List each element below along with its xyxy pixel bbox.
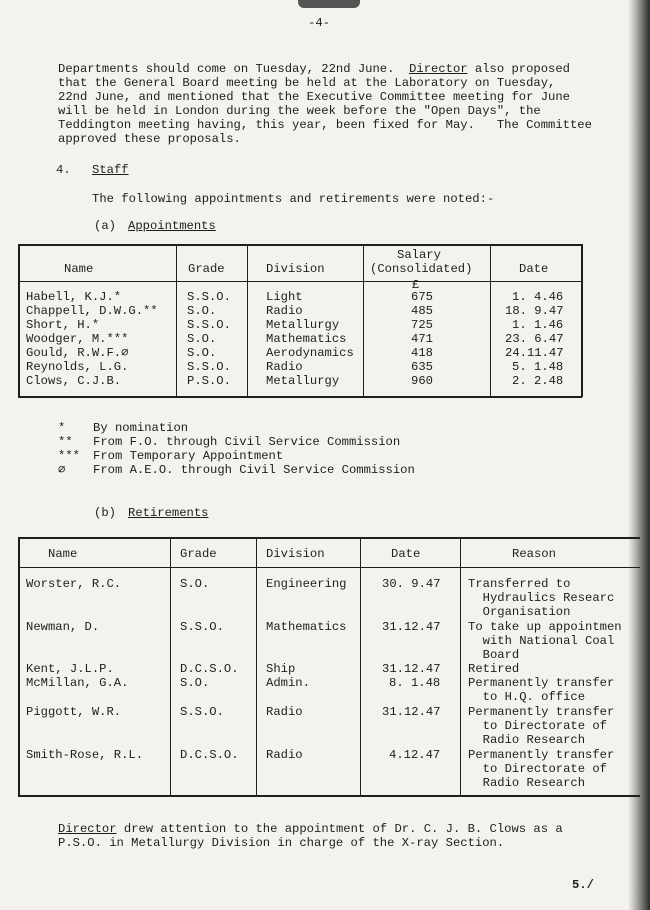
closing-line-2: P.S.O. in Metallurgy Division in charge of the X-ray Section. — [58, 836, 505, 850]
appointment-grade: S.O. — [187, 304, 217, 318]
intro-line-4: will be held in London during the week before the "Open Days", the — [58, 104, 541, 118]
retirement-name: Newman, D. — [26, 620, 100, 634]
appointment-name: Reynolds, L.G. — [26, 360, 129, 374]
appointment-date: 1. 1.46 — [512, 318, 564, 332]
section-number: 4. — [56, 163, 71, 177]
retirements-header-date: Date — [391, 547, 421, 561]
appointment-division: Radio — [266, 304, 303, 318]
continuation-marker: 5./ — [572, 878, 594, 892]
closing-line-1: drew attention to the appointment of Dr. C. J. B. Clows as a — [123, 822, 563, 836]
appointment-date: 23. 6.47 — [505, 332, 564, 346]
appointment-division: Light — [266, 290, 303, 304]
retirement-reason: To take up appointmen — [468, 620, 622, 634]
intro-line-1b: also proposed — [474, 62, 570, 76]
retirement-grade: D.C.S.O. — [180, 748, 239, 762]
retirements-header-division: Division — [266, 547, 325, 561]
retirement-reason: Transferred to — [468, 577, 571, 591]
intro-line-6: approved these proposals. — [58, 132, 241, 146]
appointment-grade: S.O. — [187, 332, 217, 346]
retirement-reason: with National Coal — [468, 634, 615, 648]
appointment-salary: 675 — [411, 290, 433, 304]
appointments-header-division: Division — [266, 262, 325, 276]
retirements-header-grade: Grade — [180, 547, 217, 561]
appointment-salary: 418 — [411, 346, 433, 360]
appointments-salary-unit: £ — [412, 278, 420, 292]
note-symbol: ** — [58, 435, 73, 449]
appointments-title: Appointments — [128, 219, 216, 233]
appointment-salary: 725 — [411, 318, 433, 332]
appointment-name: Habell, K.J.* — [26, 290, 122, 304]
appointment-date: 5. 1.48 — [512, 360, 564, 374]
appointment-grade: S.S.O. — [187, 360, 231, 374]
appointment-division: Aerodynamics — [266, 346, 354, 360]
director-label: Director — [409, 62, 468, 76]
retirement-reason: Radio Research — [468, 733, 586, 747]
scan-edge-shadow — [628, 0, 650, 910]
note-text: From A.E.O. through Civil Service Commission — [93, 463, 415, 477]
retirement-date: 4.12.47 — [389, 748, 441, 762]
appointment-grade: S.O. — [187, 346, 217, 360]
retirement-reason: Hydraulics Researc — [468, 591, 615, 605]
page-number: -4- — [308, 16, 330, 30]
retirement-reason: Permanently transfer — [468, 676, 615, 690]
appointments-header-grade: Grade — [188, 262, 225, 276]
intro-line-1: Departments should come on Tuesday, 22nd June. — [58, 62, 395, 76]
retirement-division: Mathematics — [266, 620, 347, 634]
retirement-grade: S.S.O. — [180, 620, 224, 634]
intro-line-2: that the General Board meeting be held at the Laboratory on Tuesday, — [58, 76, 556, 90]
note-text: From F.O. through Civil Service Commission — [93, 435, 401, 449]
appointment-division: Metallurgy — [266, 318, 340, 332]
retirement-reason: to H.Q. office — [468, 690, 586, 704]
appointment-salary: 471 — [411, 332, 433, 346]
retirement-division: Radio — [266, 748, 303, 762]
appointment-name: Short, H.* — [26, 318, 100, 332]
appointments-header-salary-sub: (Consolidated) — [370, 262, 473, 276]
retirement-date: 8. 1.48 — [389, 676, 441, 690]
appointment-salary: 960 — [411, 374, 433, 388]
appointments-header-name: Name — [64, 262, 94, 276]
retirement-division: Radio — [266, 705, 303, 719]
retirement-division: Ship — [266, 662, 296, 676]
retirements-header-reason: Reason — [512, 547, 556, 561]
retirement-date: 31.12.47 — [382, 705, 441, 719]
appointment-grade: S.S.O. — [187, 290, 231, 304]
appointments-header-date: Date — [519, 262, 549, 276]
intro-line-3: 22nd June, and mentioned that the Executive Committee meeting for June — [58, 90, 570, 104]
note-symbol: * — [58, 421, 66, 435]
note-text: By nomination — [93, 421, 189, 435]
note-text: From Temporary Appointment — [93, 449, 284, 463]
appointment-date: 18. 9.47 — [505, 304, 564, 318]
appointment-division: Mathematics — [266, 332, 347, 346]
retirement-reason: to Directorate of — [468, 762, 607, 776]
appointment-name: Woodger, M.*** — [26, 332, 129, 346]
intro-line-5: Teddington meeting having, this year, been fixed for May. The Committee — [58, 118, 592, 132]
note-symbol: ∅ — [58, 463, 66, 477]
retirement-grade: D.C.S.O. — [180, 662, 239, 676]
retirement-reason: Board — [468, 648, 520, 662]
retirement-reason: Organisation — [468, 605, 571, 619]
appointment-name: Chappell, D.W.G.** — [26, 304, 158, 318]
appointment-name: Gould, R.W.F.∅ — [26, 346, 129, 360]
appointment-grade: S.S.O. — [187, 318, 231, 332]
retirement-name: Smith-Rose, R.L. — [26, 748, 144, 762]
appointment-division: Metallurgy — [266, 374, 340, 388]
retirement-reason: Permanently transfer — [468, 705, 615, 719]
retirement-division: Engineering — [266, 577, 347, 591]
retirement-reason: Retired — [468, 662, 520, 676]
retirement-grade: S.O. — [180, 577, 210, 591]
appointment-division: Radio — [266, 360, 303, 374]
retirement-reason: Radio Research — [468, 776, 586, 790]
retirements-header-name: Name — [48, 547, 78, 561]
retirement-date: 30. 9.47 — [382, 577, 441, 591]
note-symbol: *** — [58, 449, 80, 463]
appointments-label: (a) — [94, 219, 116, 233]
appointment-salary: 485 — [411, 304, 433, 318]
appointment-date: 1. 4.46 — [512, 290, 564, 304]
appointment-name: Clows, C.J.B. — [26, 374, 122, 388]
retirements-label: (b) — [94, 506, 116, 520]
retirement-date: 31.12.47 — [382, 662, 441, 676]
retirement-date: 31.12.47 — [382, 620, 441, 634]
retirement-name: Piggott, W.R. — [26, 705, 122, 719]
retirement-reason: to Directorate of — [468, 719, 607, 733]
retirements-title: Retirements — [128, 506, 209, 520]
appointment-date: 2. 2.48 — [512, 374, 564, 388]
retirement-name: McMillan, G.A. — [26, 676, 129, 690]
top-handwritten-mark — [298, 0, 360, 8]
appointment-date: 24.11.47 — [505, 346, 564, 360]
retirement-reason: Permanently transfer — [468, 748, 615, 762]
retirement-name: Worster, R.C. — [26, 577, 122, 591]
retirement-name: Kent, J.L.P. — [26, 662, 114, 676]
section-title: Staff — [92, 163, 129, 177]
appointment-grade: P.S.O. — [187, 374, 231, 388]
retirement-grade: S.S.O. — [180, 705, 224, 719]
retirement-division: Admin. — [266, 676, 310, 690]
appointment-salary: 635 — [411, 360, 433, 374]
retirement-grade: S.O. — [180, 676, 210, 690]
appointments-header-salary: Salary — [397, 248, 441, 262]
closing-director-label: Director — [58, 822, 117, 836]
section-intro: The following appointments and retirements were noted:- — [92, 192, 495, 206]
